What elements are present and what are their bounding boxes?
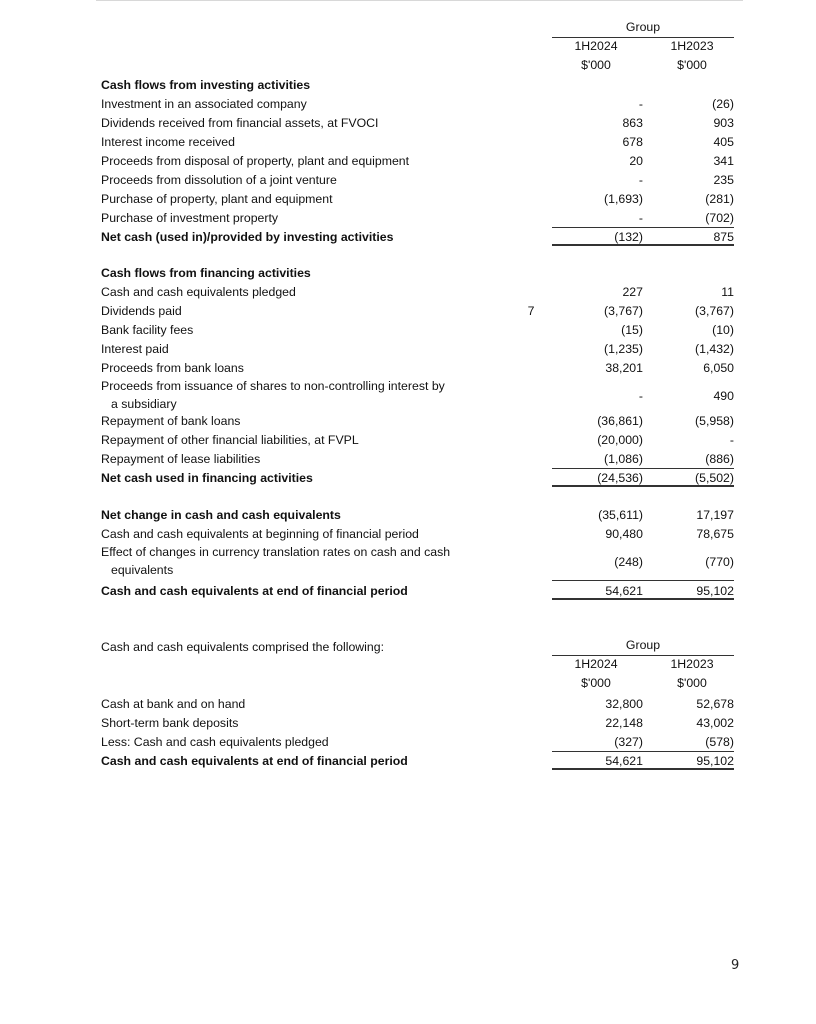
total-rule xyxy=(552,485,734,487)
table-row: Repayment of bank loans (36,861) (5,958) xyxy=(101,414,734,428)
col1-period: 1H2024 xyxy=(574,39,618,53)
note-reference: 7 xyxy=(527,304,535,318)
group-underline xyxy=(552,655,734,656)
composition-intro: Cash and cash equivalents comprised the following: xyxy=(101,640,384,654)
table-row: Investment in an associated company - (26) xyxy=(101,97,734,111)
table-row: Proceeds from dissolution of a joint venture - 235 xyxy=(101,173,734,187)
group-label: Group xyxy=(625,20,661,34)
group-label: Group xyxy=(625,638,661,652)
table-row: Bank facility fees (15) (10) xyxy=(101,323,734,337)
subtotal-rule xyxy=(552,580,734,581)
col1-period: 1H2024 xyxy=(574,657,618,671)
total-rule xyxy=(552,244,734,246)
table-row: Less: Cash and cash equivalents pledged (327) (578) xyxy=(101,735,734,749)
fx-effect-row: Effect of changes in currency translation rates on cash and cash equivalents (248) (770) xyxy=(101,545,734,577)
col2-period: 1H2023 xyxy=(670,39,714,53)
table-row: Purchase of investment property - (702) xyxy=(101,211,734,225)
table-row: Purchase of property, plant and equipment (1,693) (281) xyxy=(101,192,734,206)
total-row: Net cash (used in)/provided by investing activities (132) 875 xyxy=(101,230,734,244)
total-rule xyxy=(552,598,734,600)
table-row: Interest income received 678 405 xyxy=(101,135,734,149)
table-row: Cash and cash equivalents pledged 227 11 xyxy=(101,285,734,299)
section-title: Cash flows from financing activities xyxy=(101,266,311,280)
table-row: Short-term bank deposits 22,148 43,002 xyxy=(101,716,734,730)
table-row: Cash at bank and on hand 32,800 52,678 xyxy=(101,697,734,711)
total-rule xyxy=(552,768,734,770)
page-number: 9 xyxy=(731,958,740,973)
table-row: Repayment of other financial liabilities, at FVPL (20,000) - xyxy=(101,433,734,447)
table-row: Proceeds from disposal of property, plant and equipment 20 341 xyxy=(101,154,734,168)
ending-balance-row: Cash and cash equivalents at end of financial period 54,621 95,102 xyxy=(101,584,734,598)
net-change-row: Net change in cash and cash equivalents (35,611) 17,197 xyxy=(101,508,734,522)
col2-unit: $'000 xyxy=(677,676,707,690)
total-row: Cash and cash equivalents at end of financial period 54,621 95,102 xyxy=(101,754,734,768)
table-row: Interest paid (1,235) (1,432) xyxy=(101,342,734,356)
table-row: Dividends received from financial assets, at FVOCI 863 903 xyxy=(101,116,734,130)
table-row: Proceeds from bank loans 38,201 6,050 xyxy=(101,361,734,375)
table-row: Dividends paid 7 (3,767) (3,767) xyxy=(101,302,741,321)
table-row: Repayment of lease liabilities (1,086) (886) xyxy=(101,452,734,466)
group-underline xyxy=(552,37,734,38)
total-row: Net cash used in financing activities (24,536) (5,502) xyxy=(101,471,734,485)
table-row: Proceeds from issuance of shares to non-controlling interest by a subsidiary - 490 xyxy=(101,379,734,411)
beginning-balance-row: Cash and cash equivalents at beginning of financial period 90,480 78,675 xyxy=(101,527,734,541)
col1-unit: $'000 xyxy=(581,58,611,72)
col2-period: 1H2023 xyxy=(670,657,714,671)
col1-unit: $'000 xyxy=(581,676,611,690)
page-top-rule xyxy=(96,0,743,1)
section-title: Cash flows from investing activities xyxy=(101,78,311,92)
col2-unit: $'000 xyxy=(677,58,707,72)
